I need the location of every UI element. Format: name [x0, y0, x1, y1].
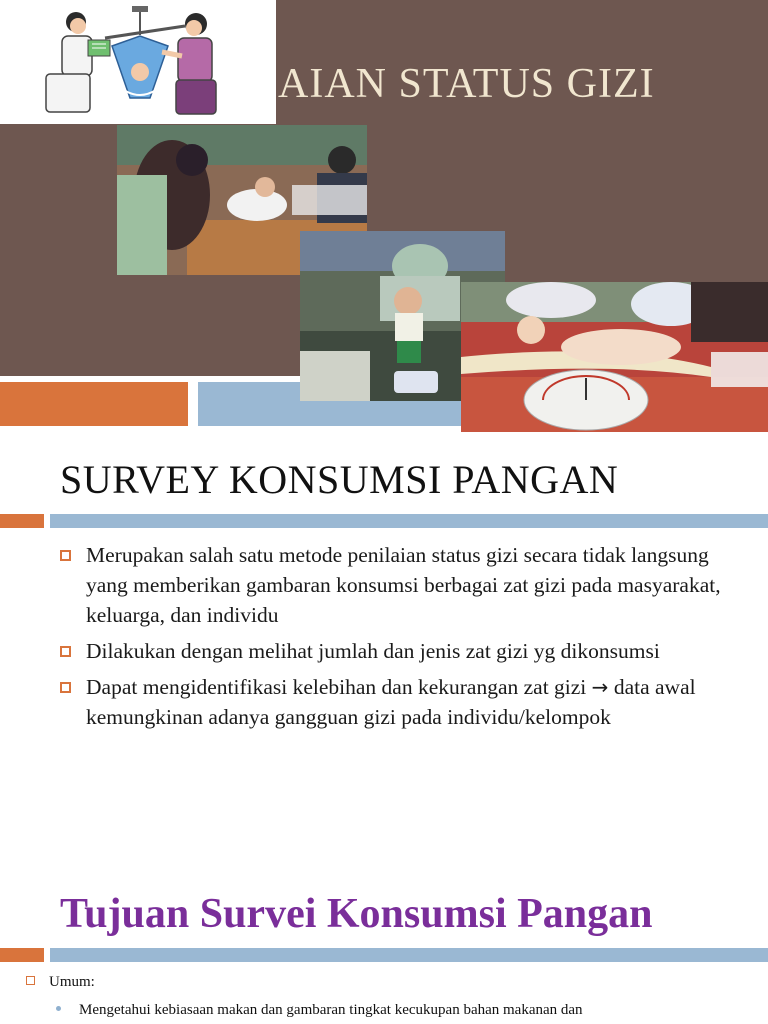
slide-survey-konsumsi-pangan [0, 434, 768, 834]
square-bullet-icon [26, 976, 35, 985]
bullet-list [58, 540, 748, 738]
title-rule-blue [50, 514, 768, 528]
slide2-title: SURVEY KONSUMSI PANGAN [60, 457, 619, 502]
list-item: Merupakan salah satu metode penilaian status gizi secara tidak langsung yang memberikan gambaran konsumsi berbagai zat gizi pada masyarakat, keluarga, dan individu [58, 540, 748, 630]
slide-tujuan-survei [0, 864, 768, 1024]
infant-scale-photo [461, 282, 768, 432]
square-bullet-icon [60, 646, 71, 657]
title-rule-orange [0, 948, 44, 962]
dot-bullet-icon [56, 1006, 61, 1011]
list-item: Dapat mengidentifikasi kelebihan dan kekurangan zat gizi → data awal kemungkinan adanya gangguan gizi pada individu/kelompok [58, 672, 748, 732]
square-bullet-icon [60, 550, 71, 561]
slide1-title: AIAN STATUS GIZI [278, 61, 655, 107]
slide3-title: Tujuan Survei Konsumsi Pangan [60, 891, 653, 937]
slide-penilaian-status-gizi [0, 0, 768, 432]
list-item: Dilakukan dengan melihat jumlah dan jenis zat gizi yg dikonsumsi [58, 636, 748, 666]
accent-bar-orange [0, 382, 188, 426]
title-rule-orange [0, 514, 44, 528]
list-item: Mengetahui kebiasaan makan dan gambaran tingkat kecukupan bahan makanan dan [56, 1002, 583, 1019]
square-bullet-icon [60, 682, 71, 693]
right-arrow-icon: → [591, 675, 609, 699]
title-rule-blue [50, 948, 768, 962]
list-item: Umum: [26, 974, 95, 991]
weighing-baby-clipart-icon [0, 0, 276, 124]
